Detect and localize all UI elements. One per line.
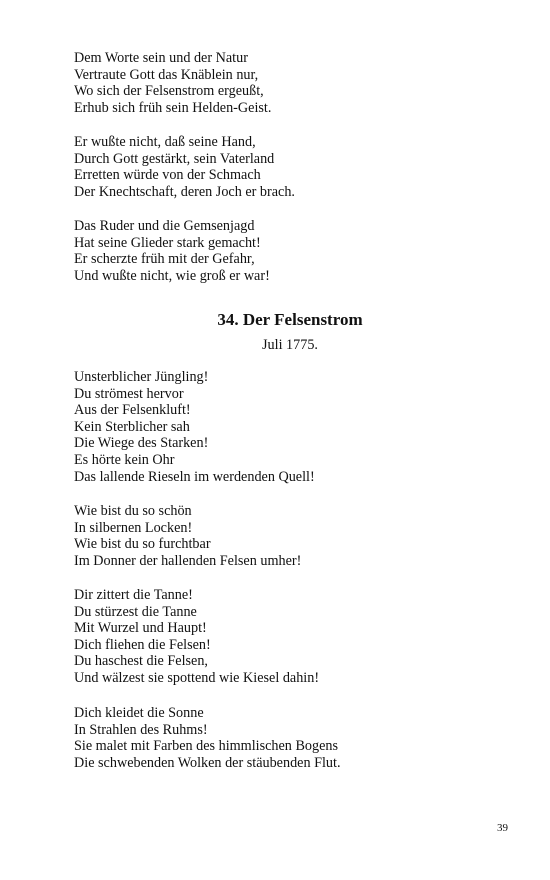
verse-line: Im Donner der hallenden Felsen umher! <box>74 552 302 569</box>
verse-line: Vertraute Gott das Knäblein nur, <box>74 66 259 83</box>
verse-line: Wie bist du so schön <box>74 503 192 519</box>
verse-line: Mit Wurzel und Haupt! <box>74 620 207 637</box>
verse-line: Er scherzte früh mit der Gefahr, <box>74 251 255 268</box>
verse-line: Dich kleidet die Sonne <box>74 705 204 721</box>
verse-line: Durch Gott gestärkt, sein Vaterland <box>74 150 275 167</box>
verse-line: Der Knechtschaft, deren Joch er brach. <box>74 183 295 200</box>
verse-line: Die schwebenden Wolken der stäubenden Flut. <box>74 754 341 771</box>
verse-line: Aus der Felsenkluft! <box>74 402 191 419</box>
verse-line: Du haschest die Felsen, <box>74 653 208 670</box>
stanza <box>74 50 271 116</box>
verse-line: Kein Sterblicher sah <box>74 418 190 435</box>
verse-line: Das lallende Rieseln im werdenden Quell! <box>74 468 315 485</box>
poem-date: Juli 1775. <box>262 337 318 353</box>
verse-line: In Strahlen des Ruhms! <box>74 721 208 738</box>
verse-line: Hat seine Glieder stark gemacht! <box>74 234 261 251</box>
page-number: 39 <box>497 822 508 834</box>
stanza <box>74 134 295 200</box>
verse-line: Erhub sich früh sein Helden-Geist. <box>74 99 272 116</box>
stanza <box>74 218 270 284</box>
verse-line: Dir zittert die Tanne! <box>74 587 193 603</box>
verse-line: Sie malet mit Farben des himmlischen Bogens <box>74 738 339 755</box>
verse-line: Wie bist du so furchtbar <box>74 536 211 553</box>
poem-title: 34. Der Felsenstrom <box>217 310 363 329</box>
verse-line: Du stürzest die Tanne <box>74 603 197 620</box>
verse-line: Unsterblicher Jüngling! <box>74 369 209 385</box>
verse-line: Die Wiege des Starken! <box>74 435 209 452</box>
verse-line: Es hörte kein Ohr <box>74 451 175 468</box>
verse-line: Er wußte nicht, daß seine Hand, <box>74 134 256 150</box>
verse-line: In silbernen Locken! <box>74 519 193 536</box>
verse-line: Und wälzest sie spottend wie Kiesel dahin! <box>74 669 320 686</box>
stanza <box>74 369 315 485</box>
verse-line: Wo sich der Felsenstrom ergeußt, <box>74 83 264 100</box>
verse-line: Und wußte nicht, wie groß er war! <box>74 267 270 284</box>
verse-line: Das Ruder und die Gemsenjagd <box>74 218 255 234</box>
verse-line: Dich fliehen die Felsen! <box>74 636 211 653</box>
verse-line: Dem Worte sein und der Natur <box>74 50 248 66</box>
stanza <box>74 587 319 687</box>
stanza <box>74 503 301 569</box>
verse-line: Du strömest hervor <box>74 385 184 402</box>
stanza <box>74 705 341 771</box>
verse-line: Erretten würde von der Schmach <box>74 167 261 184</box>
